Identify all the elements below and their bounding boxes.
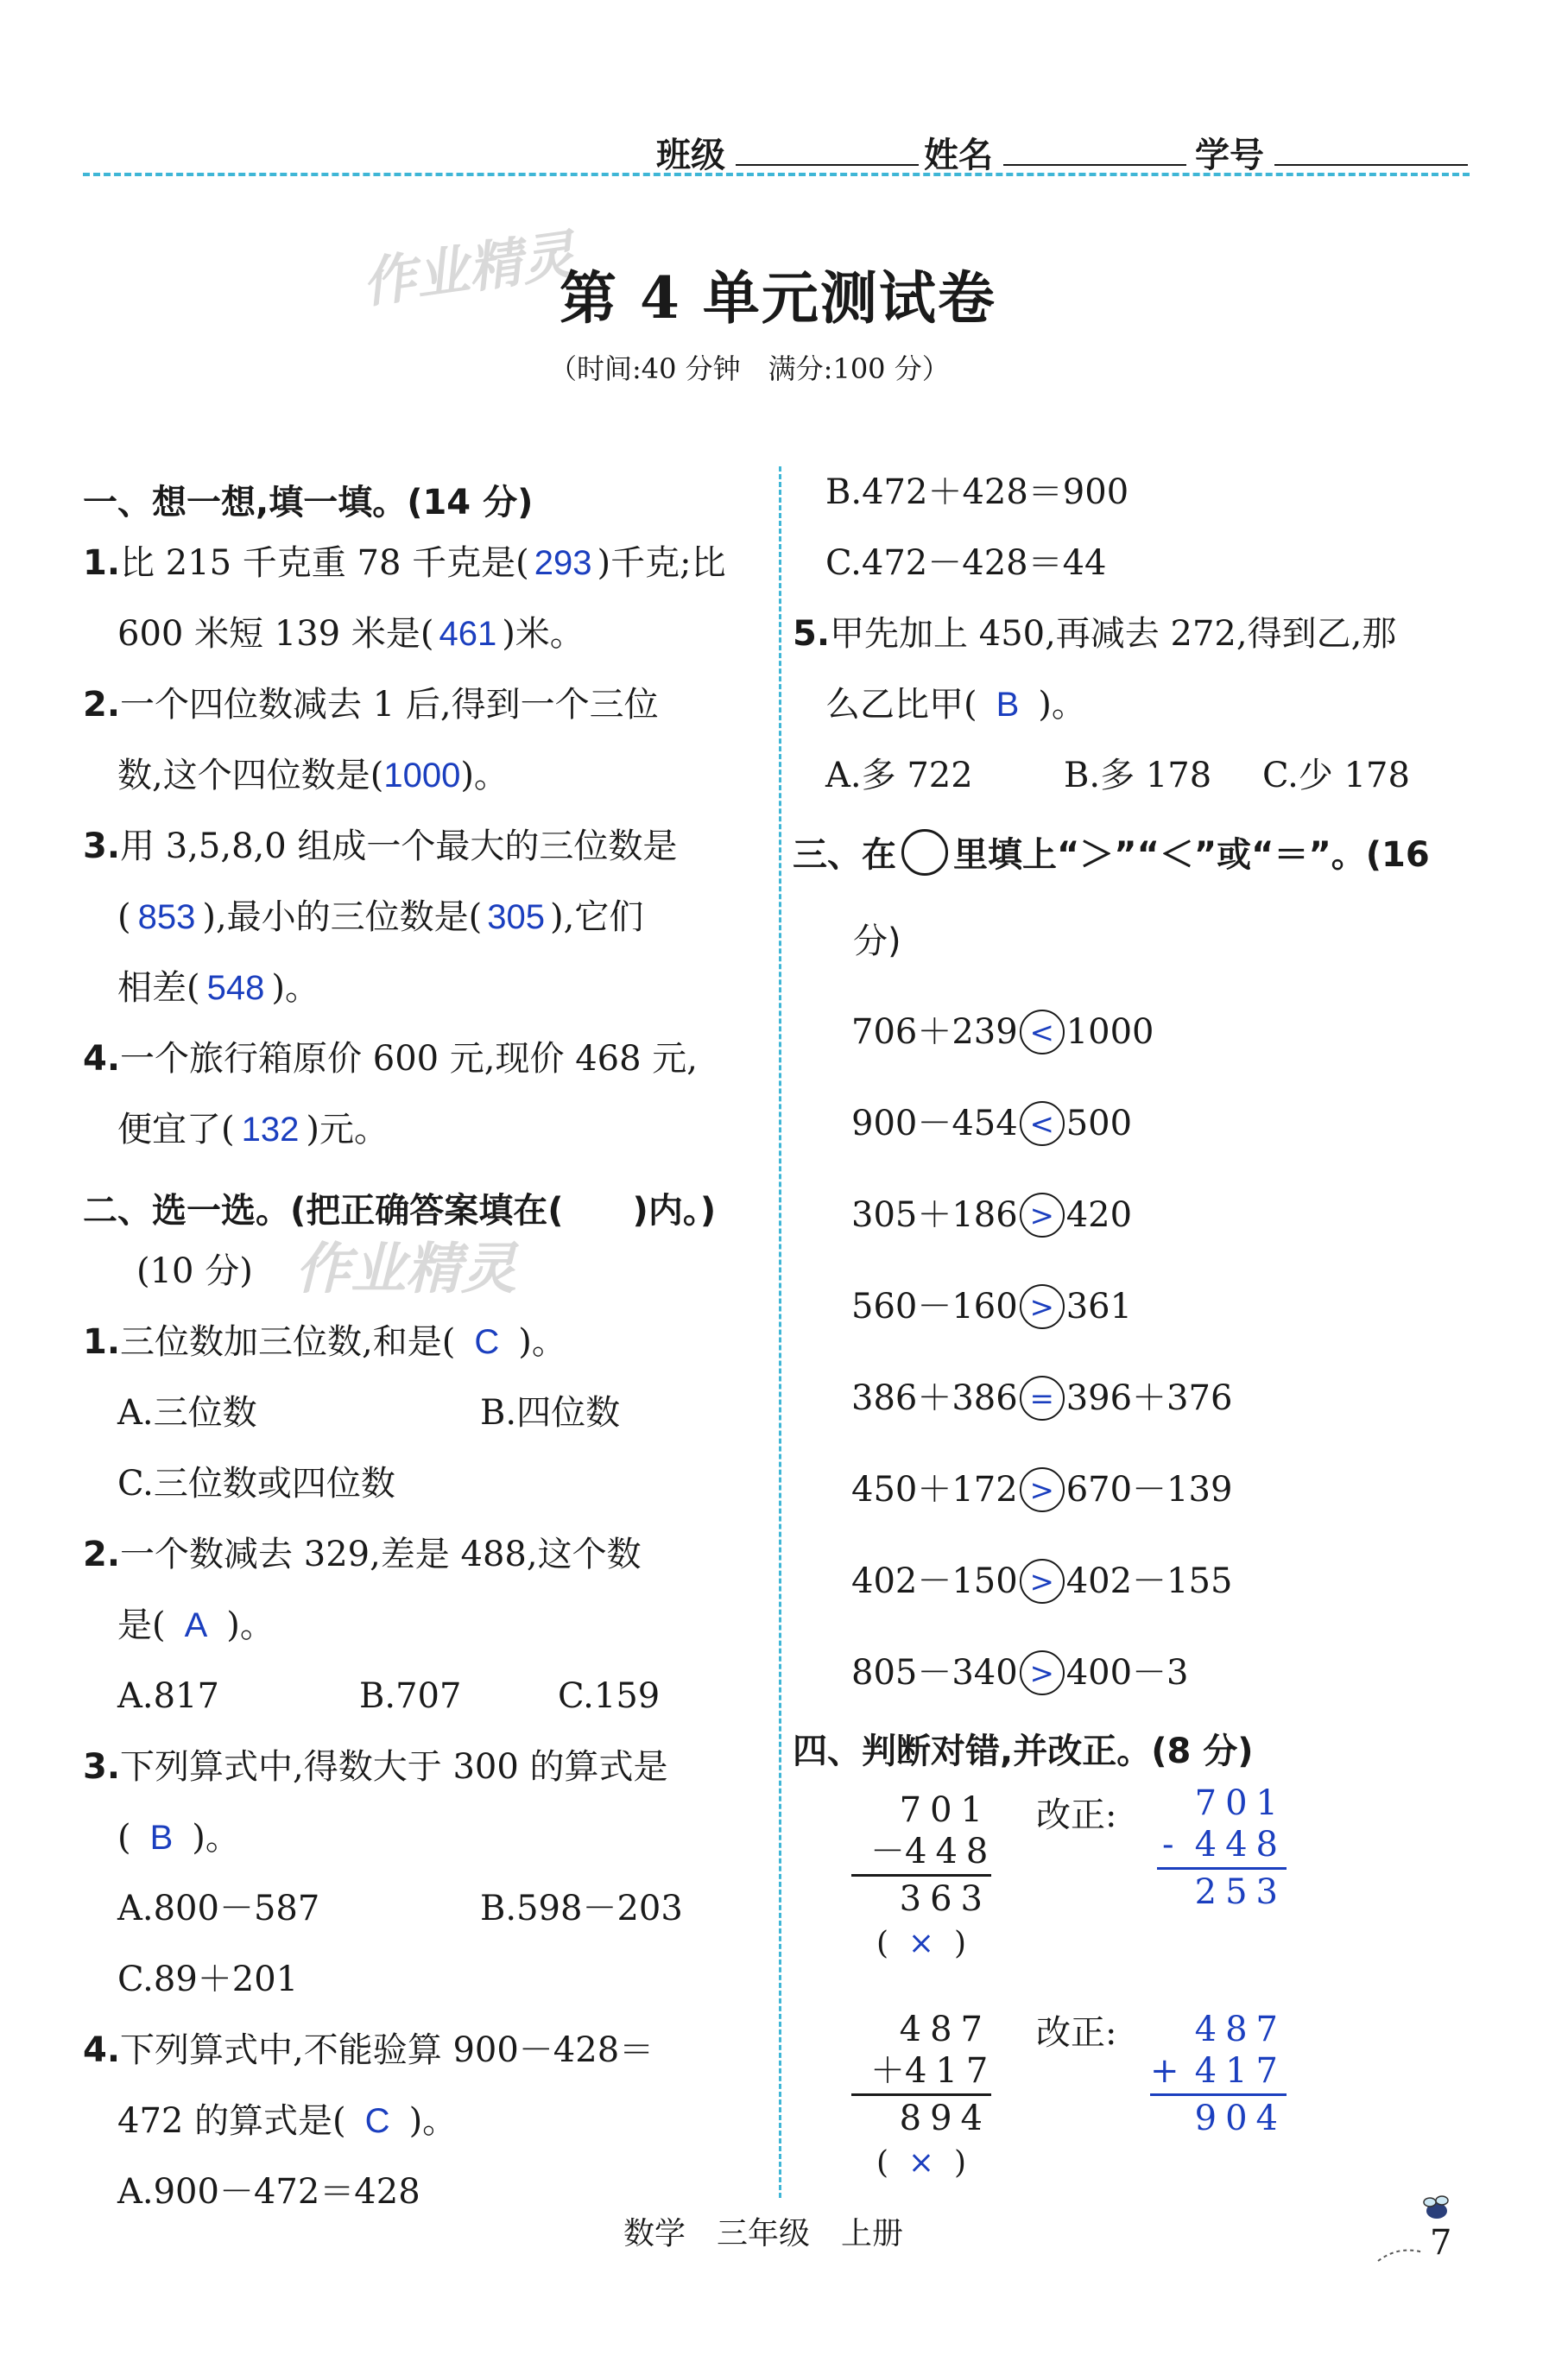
- compare-answer-circle[interactable]: <: [1020, 1010, 1065, 1054]
- id-blank[interactable]: [1274, 164, 1468, 166]
- s2-q2-option-c[interactable]: C.159: [558, 1676, 661, 1716]
- s1-q2-line1: 2.一个四位数减去 1 后,得到一个三位: [83, 685, 659, 725]
- compare-answer-circle[interactable]: >: [1020, 1650, 1065, 1695]
- s1-q2-answer[interactable]: 1000: [383, 757, 461, 795]
- s2-q1-stem: 1.三位数加三位数,和是( C )。: [83, 1322, 566, 1362]
- page-number-badge: [1373, 2192, 1468, 2270]
- empty-circle-icon: [901, 829, 948, 876]
- compare-row: 386＋386 = 396＋376: [851, 1352, 1232, 1444]
- s2-q2-line2: 是( A )。: [117, 1605, 275, 1645]
- s2-q4-line1: 4.下列算式中,不能验算 900－428＝: [83, 2030, 654, 2070]
- s2-q4-option-b[interactable]: B.472＋428＝900: [825, 472, 1129, 512]
- class-blank[interactable]: [736, 164, 919, 166]
- s2-q2-line1: 2.一个数减去 329,差是 488,这个数: [83, 1535, 642, 1574]
- s1-q1-answer1[interactable]: 293: [534, 544, 592, 582]
- page-title: 第 4 单元测试卷: [560, 264, 996, 332]
- judge-box-1[interactable]: ( × ): [876, 1926, 967, 1961]
- section2-points: (10 分): [136, 1251, 253, 1291]
- section3-heading: 三、在 里填上“＞”“＜”或“＝”。(16: [793, 827, 1430, 877]
- page-subtitle: （时间:40 分钟 满分:100 分）: [549, 352, 950, 385]
- correct-label-2: 改正:: [1036, 2013, 1117, 2053]
- s2-q5-line2: 么乙比甲( B )。: [825, 685, 1086, 725]
- name-blank[interactable]: [1003, 164, 1186, 166]
- s2-q5-line1: 5.甲先加上 450,再减去 272,得到乙,那: [793, 614, 1397, 654]
- s2-q4-line2: 472 的算式是( C )。: [117, 2101, 458, 2141]
- s2-q3-line2: ( B )。: [117, 1818, 240, 1858]
- watermark-top: 作业精灵: [357, 223, 579, 315]
- s2-q5-option-c[interactable]: C.少 178: [1262, 756, 1410, 795]
- vertical-calc-1: 701 － 448 363 ( × ): [851, 1789, 991, 1968]
- s1-q1-line2: 600 米短 139 米是( 461 )米。: [117, 614, 585, 654]
- footer-text: 数学 三年级 上册: [623, 2216, 904, 2251]
- s2-q3-line1: 3.下列算式中,得数大于 300 的算式是: [83, 1747, 668, 1787]
- compare-row: 450＋172 > 670－139: [851, 1444, 1232, 1536]
- s2-q1-answer[interactable]: C: [474, 1323, 500, 1361]
- s1-q3-line2: ( 853 ),最小的三位数是( 305 ),它们: [117, 897, 644, 937]
- s1-q1-number: 1.: [83, 543, 121, 583]
- s2-q4-option-c[interactable]: C.472－428＝44: [825, 543, 1107, 583]
- compare-list: [851, 986, 1232, 1719]
- compare-answer-circle[interactable]: =: [1020, 1376, 1065, 1421]
- id-label: 学号: [1195, 136, 1264, 175]
- s1-q2-line2: 数,这个四位数是(1000)。: [117, 756, 509, 795]
- s2-q2-option-b[interactable]: B.707: [359, 1676, 462, 1716]
- judge-box-2[interactable]: ( × ): [876, 2145, 967, 2181]
- s2-q1-option-c[interactable]: C.三位数或四位数: [117, 1464, 395, 1504]
- s2-q5-answer[interactable]: B: [996, 686, 1020, 724]
- s1-q4-line1: 4.一个旅行箱原价 600 元,现价 468 元,: [83, 1039, 699, 1079]
- page-number: 7: [1430, 2223, 1452, 2263]
- name-label: 姓名: [924, 136, 993, 175]
- s1-q1-line1: 1.比 215 千克重 78 千克是( 293 )千克;比: [83, 543, 726, 583]
- s2-q5-option-b[interactable]: B.多 178: [1064, 756, 1212, 795]
- class-label: 班级: [656, 136, 725, 175]
- s1-q3-answer1[interactable]: 853: [137, 898, 196, 936]
- compare-answer-circle[interactable]: <: [1020, 1101, 1065, 1146]
- correct-label-1: 改正:: [1036, 1795, 1117, 1835]
- s1-q3-line1: 3.用 3,5,8,0 组成一个最大的三位数是: [83, 826, 678, 866]
- compare-answer-circle[interactable]: >: [1020, 1193, 1065, 1238]
- s1-q4-answer[interactable]: 132: [241, 1111, 300, 1149]
- section3-points: 分): [853, 921, 901, 961]
- s2-q5-option-a[interactable]: A.多 722: [825, 756, 973, 795]
- compare-row: 402－150 > 402－155: [851, 1536, 1232, 1627]
- s2-q3-option-b[interactable]: B.598－203: [480, 1889, 683, 1928]
- s1-q3-answer2[interactable]: 305: [487, 898, 546, 936]
- s2-q2-option-a[interactable]: A.817: [117, 1676, 219, 1716]
- section4-heading: 四、判断对错,并改正。(8 分): [793, 1732, 1254, 1771]
- s2-q1-option-b[interactable]: B.四位数: [480, 1393, 621, 1433]
- compare-row: 305＋186 > 420: [851, 1169, 1232, 1261]
- correction-calc-2: 487 + 417 904: [1150, 2010, 1287, 2138]
- s2-q4-answer[interactable]: C: [364, 2102, 390, 2140]
- s1-q3-line3: 相差( 548 )。: [117, 968, 319, 1008]
- section2-heading: 二、选一选。(把正确答案填在( )内。): [83, 1191, 717, 1231]
- s2-q3-option-c[interactable]: C.89＋201: [117, 1960, 299, 1999]
- compare-answer-circle[interactable]: >: [1020, 1467, 1065, 1512]
- header-divider: [83, 173, 1470, 176]
- s2-q3-answer[interactable]: B: [149, 1819, 174, 1857]
- compare-row: 706＋239 < 1000: [851, 986, 1232, 1078]
- compare-row: 560－160 > 361: [851, 1261, 1232, 1352]
- s2-q1-option-a[interactable]: A.三位数: [117, 1393, 257, 1433]
- compare-row: 900－454 < 500: [851, 1078, 1232, 1169]
- compare-row: 805－340 > 400－3: [851, 1627, 1232, 1719]
- bee-icon: [1373, 2192, 1468, 2270]
- compare-answer-circle[interactable]: >: [1020, 1559, 1065, 1604]
- compare-answer-circle[interactable]: >: [1020, 1284, 1065, 1329]
- s1-q4-line2: 便宜了( 132 )元。: [117, 1110, 389, 1149]
- s2-q2-answer[interactable]: A: [184, 1606, 208, 1644]
- s1-q1-answer2[interactable]: 461: [439, 615, 497, 653]
- correction-calc-1: 701 - 448 253: [1157, 1783, 1287, 1913]
- section1-heading: 一、想一想,填一填。(14 分): [83, 483, 534, 522]
- s1-q3-answer3[interactable]: 548: [206, 969, 265, 1007]
- watermark-mid: 作业精灵: [295, 1238, 516, 1301]
- column-divider: [779, 466, 781, 2198]
- s2-q4-option-a[interactable]: A.900－472＝428: [117, 2172, 420, 2212]
- vertical-calc-2: 487 ＋ 417 894 ( × ): [851, 2009, 991, 2188]
- s2-q3-option-a[interactable]: A.800－587: [117, 1889, 320, 1928]
